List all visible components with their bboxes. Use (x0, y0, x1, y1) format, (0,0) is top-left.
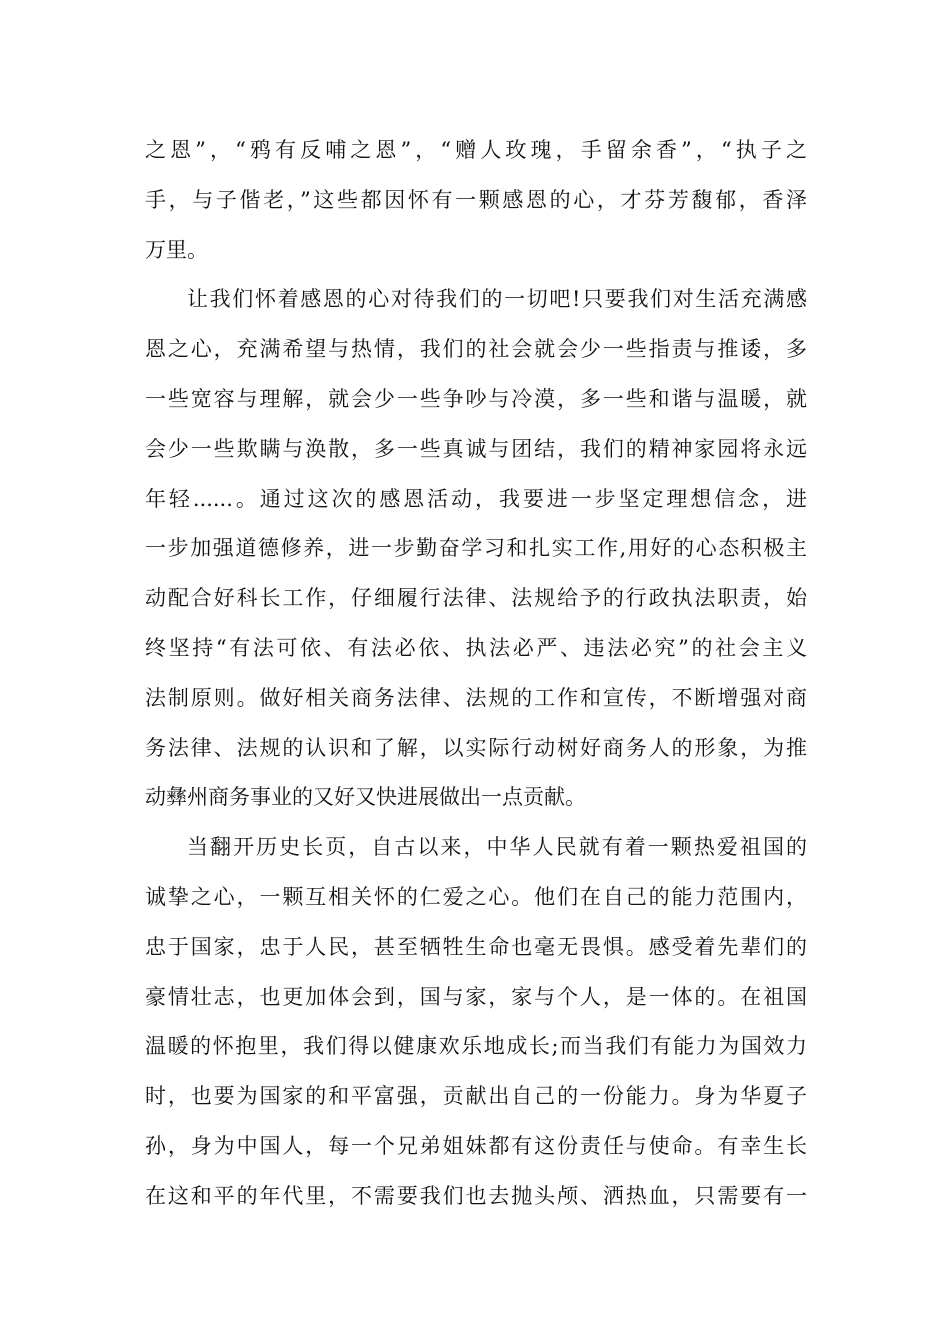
line-text: 一步加强道德修养，进一步勤奋学习和扎实工作,用好的心态积极主 (145, 536, 807, 561)
line-text: 豪情壮志，也更加体会到，国与家，家与个人，是一体的。在祖国 (145, 984, 807, 1009)
line-text: 法制原则。做好相关商务法律、法规的工作和宣传，不断增强对商 (145, 685, 807, 710)
line-text: 会少一些欺瞒与涣散，多一些真诚与团结，我们的精神家园将永远 (145, 436, 807, 461)
text-line (145, 724, 807, 774)
line-text: 恩之心，充满希望与热情，我们的社会就会少一些指责与推诿，多 (145, 337, 807, 362)
text-line (145, 574, 807, 624)
text-line (145, 873, 807, 923)
line-text: 年轻......。通过这次的感恩活动，我要进一步坚定理想信念，进 (145, 486, 807, 511)
line-text: 孙，身为中国人，每一个兄弟姐妹都有这份责任与使命。有幸生长 (145, 1133, 807, 1158)
text-line (145, 176, 807, 226)
text-line (145, 475, 807, 525)
line-text: 时，也要为国家的和平富强，贡献出自己的一份能力。身为华夏子 (145, 1084, 807, 1109)
text-line (145, 1122, 807, 1172)
line-text: 当翻开历史长页，自古以来，中华人民就有着一颗热爱祖国的 (187, 835, 807, 860)
line-text: 务法律、法规的认识和了解，以实际行动树好商务人的形象，为推 (145, 735, 807, 760)
line-text: 忠于国家，忠于人民，甚至牺牲生命也毫无畏惧。感受着先辈们的 (145, 934, 807, 959)
document-body (145, 126, 807, 1222)
text-line (145, 126, 807, 176)
line-text: 在这和平的年代里，不需要我们也去抛头颅、洒热血，只需要有一 (145, 1183, 807, 1208)
text-line (145, 1022, 807, 1072)
text-line (145, 923, 807, 973)
line-text: 让我们怀着感恩的心对待我们的一切吧!只要我们对生活充满感 (187, 287, 807, 312)
text-line (145, 375, 807, 425)
line-text: 万里。 (145, 237, 208, 262)
text-line (145, 1172, 807, 1222)
line-text: 一些宽容与理解，就会少一些争吵与冷漠，多一些和谐与温暖，就 (145, 386, 807, 411)
text-line (145, 425, 807, 475)
text-line (145, 674, 807, 724)
text-line (145, 1072, 807, 1122)
text-line (145, 823, 807, 873)
text-line (145, 624, 807, 674)
text-line (145, 973, 807, 1023)
line-text: 手，与子偕老，”这些都因怀有一颗感恩的心，才芬芳馥郁，香泽 (145, 187, 807, 212)
text-line (145, 773, 807, 823)
line-text: 动彝州商务事业的又好又快进展做出一点贡献。 (145, 785, 586, 810)
line-text: 之恩”，“鸦有反哺之恩”，“赠人玫瑰，手留余香”，“执子之 (145, 138, 807, 162)
text-line (145, 226, 807, 276)
line-text: 温暖的怀抱里，我们得以健康欢乐地成长;而当我们有能力为国效力 (145, 1034, 807, 1059)
text-line (145, 325, 807, 375)
text-line (145, 524, 807, 574)
line-text: 诚挚之心，一颗互相关怀的仁爱之心。他们在自己的能力范围内， (145, 884, 807, 909)
line-text: 终坚持“有法可依、有法必依、执法必严、违法必究”的社会主义 (145, 635, 807, 660)
text-line (145, 275, 807, 325)
line-text: 动配合好科长工作，仔细履行法律、法规给予的行政执法职责，始 (145, 586, 807, 611)
